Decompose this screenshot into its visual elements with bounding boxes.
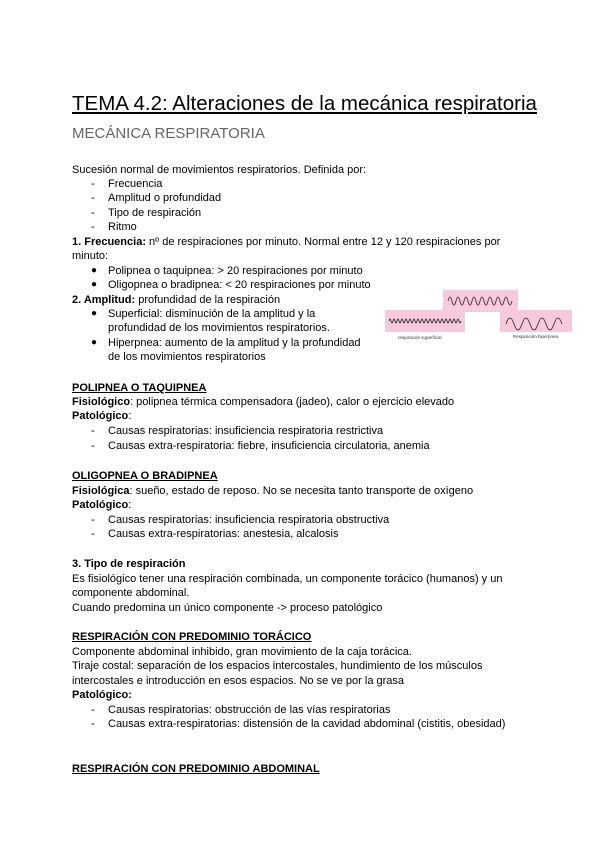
amplitud-item-cont: de los movimientos respiratorios xyxy=(108,351,266,363)
toracico-text: Componente abdominal inhibido, gran movimiento de la caja torácica. xyxy=(72,646,412,658)
frecuencia-text: nº de respiraciones por minuto. Normal entre 12 y 120 respiraciones por xyxy=(145,236,501,248)
toracico-text: intercostales e introducción en esos espacios. No se ve por la grasa xyxy=(72,675,405,687)
dash-bullet: - xyxy=(91,514,95,526)
normal-breathing-wave xyxy=(443,290,518,312)
dot-bullet: ● xyxy=(91,308,98,319)
intro-item: Tipo de respiración xyxy=(108,207,202,219)
polipnea-patologico xyxy=(72,409,131,423)
figure-caption: Respiración hiperpnea xyxy=(513,334,559,339)
toracico-text: Tiraje costal: separación de los espacios intercostales, hundimiento de los músculos xyxy=(72,660,483,672)
section-subtitle: MECÁNICA RESPIRATORIA xyxy=(72,125,265,142)
fisiologica-text: : sueño, estado de reposo. No se necesita tanto transporte de oxígeno xyxy=(129,485,474,497)
dash-bullet: - xyxy=(91,704,95,716)
dash-bullet: - xyxy=(91,718,95,730)
oligopnea-heading: OLIGOPNEA O BRADIPNEA xyxy=(72,470,218,482)
dash-bullet: - xyxy=(91,425,95,437)
amplitud-item-cont: profundidad de los movimientos respiratorios. xyxy=(108,322,330,334)
frecuencia-item: Polipnea o taquipnea: > 20 respiraciones por minuto xyxy=(108,265,363,277)
dash-bullet: - xyxy=(91,221,95,233)
frecuencia-text-cont: minuto: xyxy=(72,250,109,262)
amplitud-item: Superficial: disminución de la amplitud y la xyxy=(108,308,316,320)
fisiologico-label: Fisiológico xyxy=(72,396,131,408)
polipnea-cause: Causas extra-respiratoria: fiebre, insuficiencia circulatoria, anemia xyxy=(108,440,430,452)
polipnea-heading: POLIPNEA O TAQUIPNEA xyxy=(72,382,207,394)
dot-bullet: ● xyxy=(91,265,98,276)
toracico-cause: Causas extra-respiratorias: distensión de la cavidad abdominal (cistitis, obesidad) xyxy=(108,718,506,730)
amplitud-heading: 2. Amplitud: xyxy=(72,294,136,306)
tipo-text: Es fisiológico tener una respiración combinada, un componente torácico (humanos) y un xyxy=(72,573,503,585)
abdominal-heading: RESPIRACIÓN CON PREDOMINIO ABDOMINAL xyxy=(72,763,320,775)
superficial-breathing-wave xyxy=(385,310,465,332)
intro-item: Frecuencia xyxy=(108,178,163,190)
patologico-label: Patológico xyxy=(72,499,129,511)
patologico-label: Patológico xyxy=(72,410,129,422)
polipnea-cause: Causas respiratorias: insuficiencia respiratoria restrictiva xyxy=(108,425,384,437)
toracico-patologico-label: Patológico: xyxy=(72,689,132,701)
frecuencia-line xyxy=(72,235,500,249)
tipo-text: Cuando predomina un único componente -> proceso patológico xyxy=(72,602,383,614)
document-title: TEMA 4.2: Alteraciones de la mecánica respiratoria xyxy=(72,92,537,115)
dash-bullet: - xyxy=(91,192,95,204)
patologico-colon: : xyxy=(128,499,132,511)
tipo-heading: 3. Tipo de respiración xyxy=(72,558,186,570)
figure-caption: respiración superficial xyxy=(398,335,442,340)
fisiologico-text: : polipnea térmica compensadora (jadeo), calor o ejercicio elevado xyxy=(130,396,455,408)
oligopnea-cause: Causas respiratorias: insuficiencia respiratoria obstructiva xyxy=(108,514,390,526)
dash-bullet: - xyxy=(91,178,95,190)
intro-text: Sucesión normal de movimientos respiratorios. Definida por: xyxy=(72,164,367,176)
fisiologica-label: Fisiológica xyxy=(72,485,130,497)
amplitud-item: Hiperpnea: aumento de la amplitud y la profundidad xyxy=(108,337,361,349)
toracico-heading: RESPIRACIÓN CON PREDOMINIO TORÁCICO xyxy=(72,631,312,643)
patologico-colon: : xyxy=(128,410,132,422)
dash-bullet: - xyxy=(91,528,95,540)
intro-item: Amplitud o profundidad xyxy=(108,192,222,204)
oligopnea-patologico xyxy=(72,498,131,512)
dash-bullet: - xyxy=(91,207,95,219)
toracico-cause: Causas respiratorias: obstrucción de las vías respiratorias xyxy=(108,704,391,716)
polipnea-fisiologico xyxy=(72,395,454,409)
dot-bullet: ● xyxy=(91,279,98,290)
dash-bullet: - xyxy=(91,440,95,452)
oligopnea-cause: Causas extra-respiratorias: anestesia, alcalosis xyxy=(108,528,339,540)
dot-bullet: ● xyxy=(91,337,98,348)
frecuencia-item: Oligopnea o bradipnea: < 20 respiraciones por minuto xyxy=(108,279,371,291)
tipo-text: componente abdominal. xyxy=(72,587,190,599)
amplitud-text: profundidad de la respiración xyxy=(135,294,281,306)
intro-item: Ritmo xyxy=(108,221,137,233)
amplitud-line xyxy=(72,293,280,307)
oligopnea-fisiologica xyxy=(72,484,473,498)
frecuencia-heading: 1. Frecuencia: xyxy=(72,236,146,248)
hiperpnea-breathing-wave xyxy=(500,310,572,332)
